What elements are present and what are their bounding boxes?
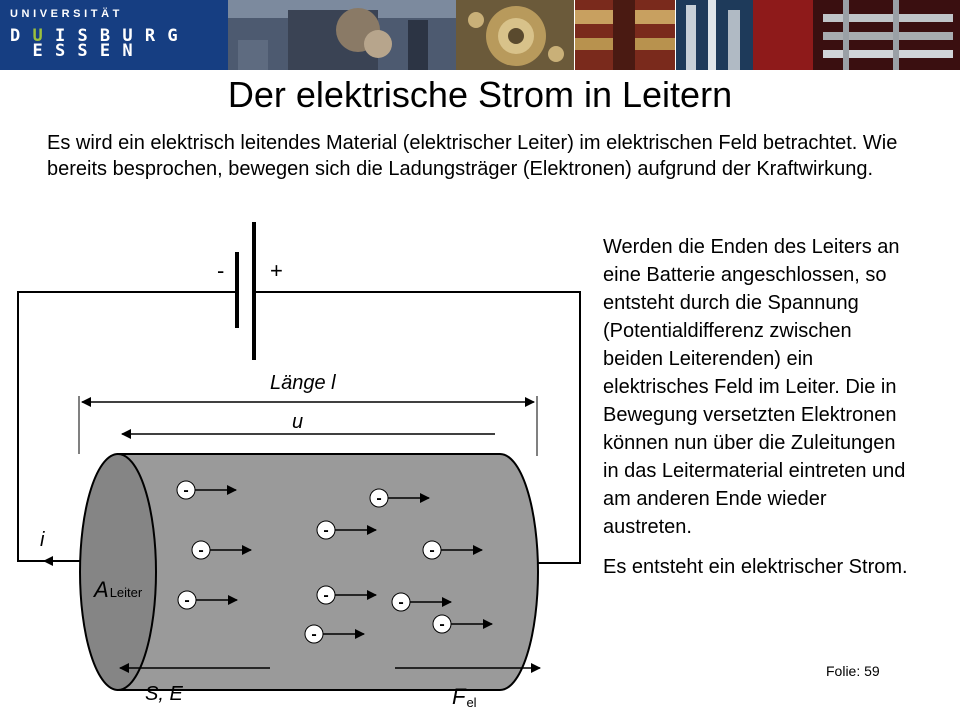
- svg-text:-: -: [198, 542, 204, 559]
- university-logo: [0, 0, 228, 70]
- battery-plus-label: +: [270, 258, 283, 283]
- lab-photo-2: [456, 0, 574, 70]
- lab-photo-3: [575, 0, 675, 70]
- logo-duisburg: D U I S B U R G: [10, 26, 179, 46]
- slide-number: Folie: 59: [826, 663, 880, 679]
- velocity-label: u: [292, 411, 304, 433]
- side-text: [603, 233, 915, 581]
- logo-universitaet: UNIVERSITÄT: [10, 8, 123, 20]
- svg-text:-: -: [311, 626, 317, 643]
- intro-text: Es wird ein elektrisch leitendes Material (elektrischer Leiter) im elektrischen Feld betrachtet. Wie bereits besprochen, bewegen sich die Ladungsträger (Elektronen) aufgrund der Kraftwirkung.: [47, 132, 898, 180]
- svg-text:-: -: [323, 522, 329, 539]
- lab-photo-1: [228, 0, 456, 70]
- conductor-end-face: [80, 454, 156, 690]
- area-label: ALeiter: [94, 577, 143, 602]
- svg-text:-: -: [439, 616, 445, 633]
- svg-text:-: -: [184, 592, 190, 609]
- side-paragraph-2: Es entsteht ein elektrischer Strom.: [603, 556, 908, 578]
- svg-text:-: -: [376, 490, 382, 507]
- lab-photo-5: [753, 0, 960, 70]
- side-paragraph-1: Werden die Enden des Leiters an eine Batterie angeschlossen, so entsteht durch die Spannung (Potentialdifferenz zwischen beiden Leiterenden) ein elektrisches Feld im Leiter. Die in Bewegung versetzten Elektronen können nun über die Zuleitungen in das Leitermaterial eintreten und am anderen Ende wieder austreten.: [603, 236, 906, 538]
- lab-photo-4: [676, 0, 753, 70]
- header-banner: [0, 0, 960, 70]
- logo-essen: E S S E N: [10, 41, 134, 61]
- svg-text:-: -: [323, 587, 329, 604]
- battery-minus-label: -: [217, 258, 225, 283]
- svg-text:-: -: [398, 594, 404, 611]
- svg-text:-: -: [429, 542, 435, 559]
- conductor-diagram: [0, 216, 600, 716]
- slide-title: Der elektrische Strom in Leitern: [227, 74, 733, 115]
- field-label: S, E: [145, 683, 183, 705]
- force-label: Fel: [452, 684, 477, 710]
- svg-text:-: -: [183, 482, 189, 499]
- length-label: Länge l: [270, 372, 336, 394]
- current-label: i: [40, 529, 45, 551]
